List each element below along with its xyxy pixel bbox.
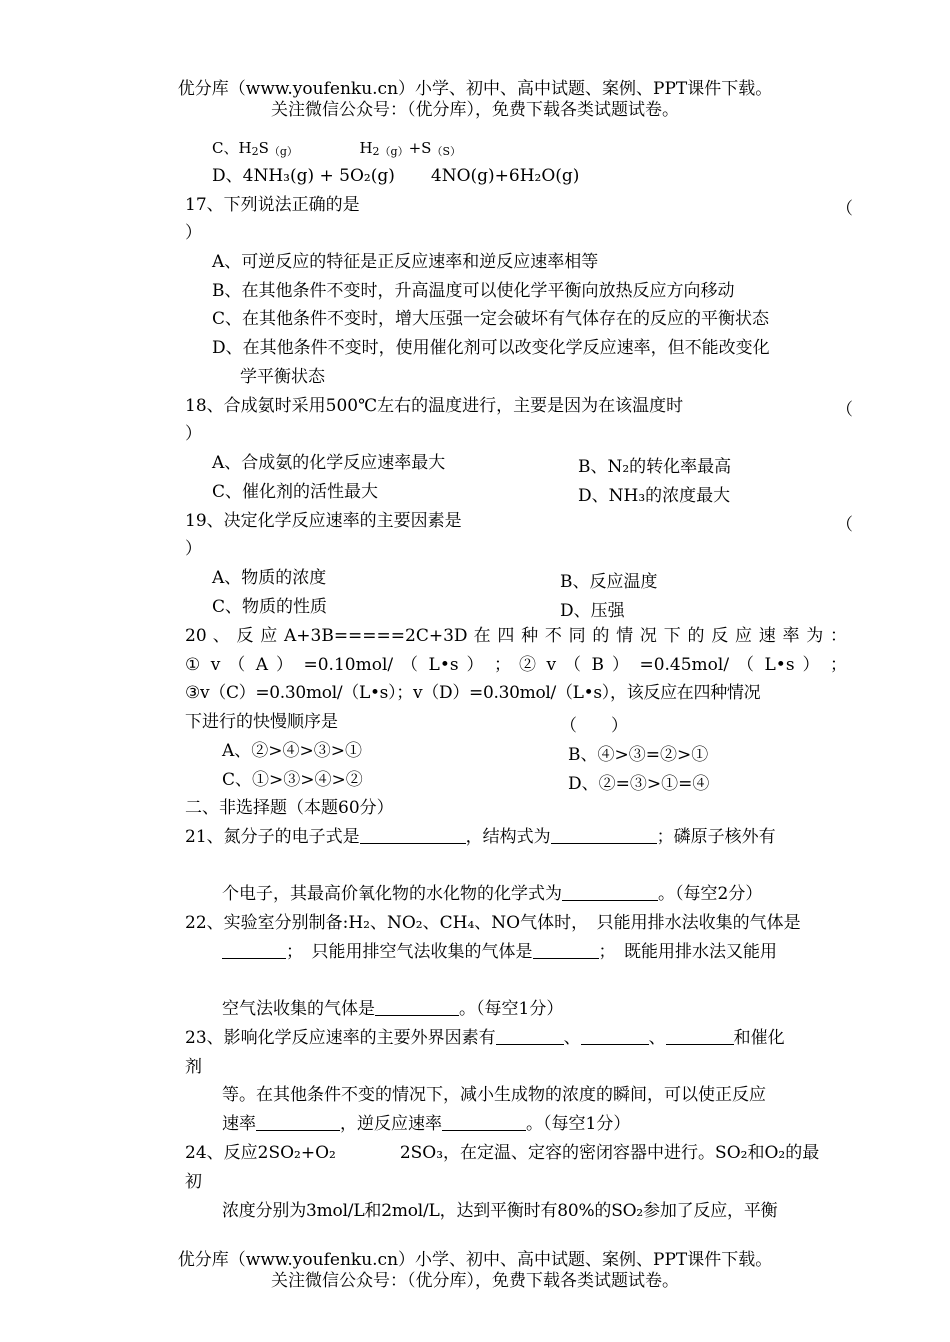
q22-line1: 22、实验室分别制备:H₂、NO₂、CH₄、NO气体时， 只能用排水法收集的气体是: [185, 913, 801, 933]
q23-blank-factor-1[interactable]: [496, 1028, 564, 1045]
q20-option-a: A、②>④>③>①: [222, 741, 363, 761]
q19-option-c: C、物质的性质: [212, 597, 328, 617]
q23-line1: 23、影响化学反应速率的主要外界因素有 、 、 和催化: [185, 1028, 785, 1048]
footer-line-2: 关注微信公众号：（优分库），免费下载各类试题试卷。: [271, 1271, 679, 1291]
q21-blank-electron-formula[interactable]: [360, 827, 466, 844]
q20-option-c: C、①>③>④>②: [222, 770, 363, 790]
q19-paren-open: （: [836, 515, 853, 535]
q23-blank-factor-2[interactable]: [581, 1028, 649, 1045]
q20-line4: 下进行的快慢顺序是: [185, 712, 338, 732]
q19-option-d: D、压强: [560, 601, 625, 621]
q21-line2: 个电子，其最高价氧化物的水化物的化学式为 。（每空2分）: [222, 884, 763, 904]
q23-blank-factor-3[interactable]: [666, 1028, 734, 1045]
q22-blank-both[interactable]: [375, 999, 459, 1016]
q21-blank-structural-formula[interactable]: [551, 827, 657, 844]
q21-line1: 21、氮分子的电子式是 ，结构式为 ；磷原子核外有: [185, 827, 776, 847]
q19-option-a: A、物质的浓度: [212, 568, 327, 588]
q18-stem: 18、合成氨时采用500℃左右的温度进行，主要是因为在该温度时: [185, 396, 684, 416]
q20-line1: 20 、 反 应 A+3B=====2C+3D 在 四 种 不 同 的 情 况 下 的 反 应 速 率 为 ：: [185, 626, 847, 646]
q17-paren-close: ）: [185, 223, 202, 243]
q18-paren-open: （: [836, 400, 853, 420]
q24-line1: 24、反应2SO₂+O₂ 2SO₃，在定温、定容的密闭容器中进行。SO₂和O₂的最: [185, 1143, 820, 1163]
q17-option-b: B、在其他条件不变时，升高温度可以使化学平衡向放热反应方向移动: [212, 281, 735, 301]
q21-blank-acid-formula[interactable]: [562, 884, 658, 901]
q18-paren-close: ）: [185, 424, 202, 444]
q17-paren-open: （: [836, 199, 853, 219]
q18-option-a: A、合成氨的化学反应速率最大: [212, 453, 446, 473]
q22-line3: 空气法收集的气体是 。（每空1分）: [222, 999, 564, 1019]
q18-option-c: C、催化剂的活性最大: [212, 482, 379, 502]
q22-blank-air-only[interactable]: [533, 942, 599, 959]
header-line-2: 关注微信公众号：（优分库），免费下载各类试题试卷。: [271, 100, 679, 120]
q23-blank-forward-rate[interactable]: [256, 1114, 340, 1131]
q22-blank-water-only[interactable]: [222, 942, 286, 959]
q17-option-c: C、在其他条件不变时，增大压强一定会破坏有气体存在的反应的平衡状态: [212, 309, 770, 329]
q18-option-b: B、N₂的转化率最高: [578, 457, 732, 477]
q20-line3: ③v（C）=0.30mol/（L•s）；v（D）=0.30mol/（L•s），该反应在四种情况: [185, 683, 761, 703]
q16-option-d: D、4NH₃(g) + 5O₂(g) 4NO(g)+6H₂O(g): [212, 166, 580, 186]
q24-line1-wrap: 初: [185, 1172, 202, 1192]
q20-paren: （ ）: [560, 716, 628, 736]
q19-option-b: B、反应温度: [560, 572, 658, 592]
q23-line1-wrap: 剂: [185, 1057, 202, 1077]
q16-option-c: C、$H_2S_{(g)}$ $H_{2(g)}+S_{(S)}$: [212, 139, 461, 158]
q18-option-d: D、NH₃的浓度最大: [578, 486, 731, 506]
header-line-1: 优分库（www.youfenku.cn）小学、初中、高中试题、案例、PPT课件下载。: [177, 79, 773, 99]
q23-line2: 等。在其他条件不变的情况下，减小生成物的浓度的瞬间，可以使正反应: [222, 1085, 766, 1105]
q19-stem: 19、决定化学反应速率的主要因素是: [185, 511, 462, 531]
q20-line2: ① v （ A ） =0.10mol/ （ L•s ） ； ② v （ B ） =0.45mol/ （ L•s ） ；: [185, 655, 847, 675]
q17-stem: 17、下列说法正确的是: [185, 195, 360, 215]
q17-option-d-line2: 学平衡状态: [240, 367, 325, 387]
q23-blank-reverse-rate[interactable]: [442, 1114, 526, 1131]
q19-paren-close: ）: [185, 539, 202, 559]
q20-option-b: B、④>③=②>①: [568, 745, 709, 765]
q17-option-d-line1: D、在其他条件不变时，使用催化剂可以改变化学反应速率，但不能改变化: [212, 338, 770, 358]
q20-option-d: D、②=③>①=④: [568, 774, 710, 794]
q22-line2: ； 只能用排空气法收集的气体是 ； 既能用排水法又能用: [222, 941, 884, 963]
q24-line2: 浓度分别为3mol/L和2mol/L，达到平衡时有80%的SO₂参加了反应，平衡: [222, 1201, 778, 1221]
footer-line-1: 优分库（www.youfenku.cn）小学、初中、高中试题、案例、PPT课件下载。: [177, 1250, 773, 1270]
section-2-heading: 二、非选择题（本题60分）: [185, 798, 394, 818]
q23-line3: 速率 ，逆反应速率 。（每空1分）: [222, 1114, 631, 1134]
q17-option-a: A、可逆反应的特征是正反应速率和逆反应速率相等: [212, 252, 599, 272]
